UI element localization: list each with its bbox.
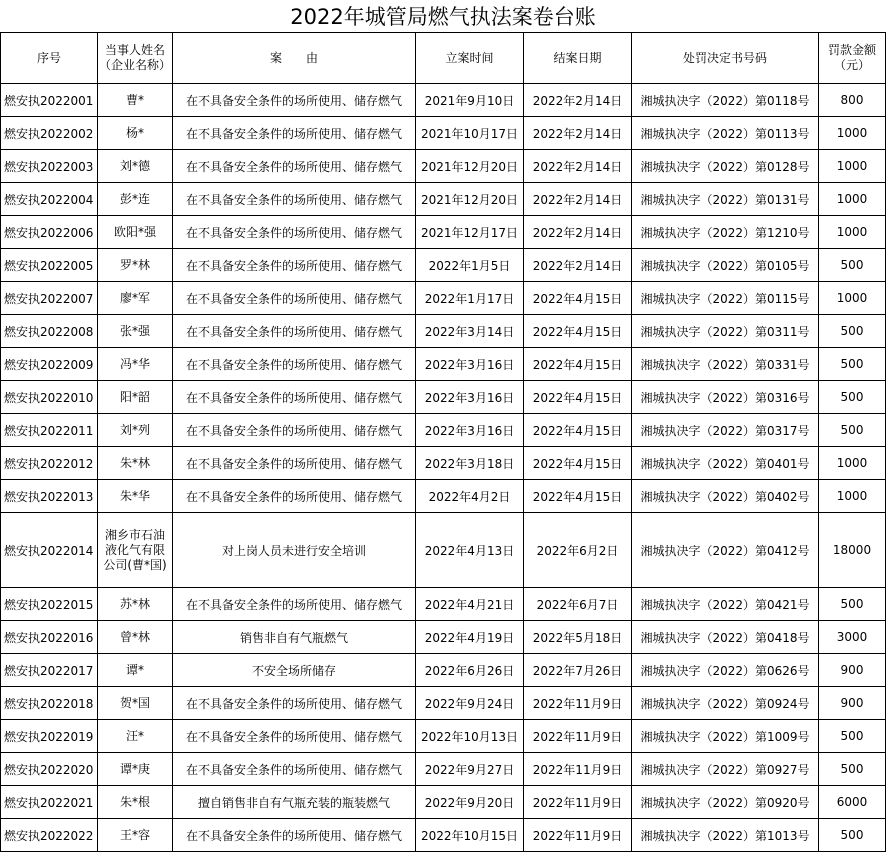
cell-decision-no: 湘城执决字（2022）第0401号 <box>632 447 819 480</box>
page-title: 2022年城管局燃气执法案卷台账 <box>290 5 596 29</box>
cell-fine: 900 <box>819 687 886 720</box>
cell-fine: 1000 <box>819 117 886 150</box>
table-row <box>1 348 886 381</box>
cell-reason: 在不具备安全条件的场所使用、储存燃气 <box>173 480 416 513</box>
cell-seq: 燃安执2022019 <box>1 720 98 753</box>
case-ledger-table <box>0 32 886 852</box>
cell-party: 曾*林 <box>98 621 173 654</box>
cell-fine: 500 <box>819 720 886 753</box>
cell-fine: 1000 <box>819 150 886 183</box>
cell-decision-no: 湘城执决字（2022）第1210号 <box>632 216 819 249</box>
cell-fine: 500 <box>819 348 886 381</box>
table-row <box>1 183 886 216</box>
cell-fine: 500 <box>819 819 886 852</box>
cell-decision-no: 湘城执决字（2022）第0131号 <box>632 183 819 216</box>
cell-decision-no: 湘城执决字（2022）第0412号 <box>632 513 819 588</box>
cell-party: 王*容 <box>98 819 173 852</box>
table-row <box>1 84 886 117</box>
cell-seq: 燃安执2022015 <box>1 588 98 621</box>
header-file-date: 立案时间 <box>416 33 524 84</box>
cell-file-date: 2021年12月20日 <box>416 183 524 216</box>
cell-file-date: 2021年12月20日 <box>416 150 524 183</box>
cell-reason: 在不具备安全条件的场所使用、储存燃气 <box>173 588 416 621</box>
cell-seq: 燃安执2022012 <box>1 447 98 480</box>
cell-close-date: 2022年4月15日 <box>524 447 632 480</box>
header-party: 当事人姓名（企业名称） <box>98 33 173 84</box>
cell-reason: 在不具备安全条件的场所使用、储存燃气 <box>173 720 416 753</box>
cell-decision-no: 湘城执决字（2022）第1009号 <box>632 720 819 753</box>
cell-close-date: 2022年4月15日 <box>524 282 632 315</box>
cell-close-date: 2022年2月14日 <box>524 183 632 216</box>
cell-close-date: 2022年6月2日 <box>524 513 632 588</box>
table-row <box>1 720 886 753</box>
cell-party: 阳*韶 <box>98 381 173 414</box>
cell-file-date: 2022年4月2日 <box>416 480 524 513</box>
header-reason: 案 由 <box>173 33 416 84</box>
cell-decision-no: 湘城执决字（2022）第1013号 <box>632 819 819 852</box>
cell-party: 贺*国 <box>98 687 173 720</box>
cell-party: 张*强 <box>98 315 173 348</box>
cell-decision-no: 湘城执决字（2022）第0927号 <box>632 753 819 786</box>
cell-party: 冯*华 <box>98 348 173 381</box>
cell-fine: 500 <box>819 588 886 621</box>
cell-file-date: 2022年3月16日 <box>416 414 524 447</box>
cell-decision-no: 湘城执决字（2022）第0317号 <box>632 414 819 447</box>
cell-fine: 1000 <box>819 282 886 315</box>
cell-decision-no: 湘城执决字（2022）第0128号 <box>632 150 819 183</box>
cell-reason: 在不具备安全条件的场所使用、储存燃气 <box>173 183 416 216</box>
cell-file-date: 2021年10月17日 <box>416 117 524 150</box>
cell-seq: 燃安执2022021 <box>1 786 98 819</box>
cell-reason: 擅自销售非自有气瓶充装的瓶装燃气 <box>173 786 416 819</box>
table-row <box>1 480 886 513</box>
cell-decision-no: 湘城执决字（2022）第0626号 <box>632 654 819 687</box>
cell-close-date: 2022年4月15日 <box>524 315 632 348</box>
cell-file-date: 2022年1月17日 <box>416 282 524 315</box>
table-row <box>1 447 886 480</box>
cell-reason: 在不具备安全条件的场所使用、储存燃气 <box>173 819 416 852</box>
cell-seq: 燃安执2022010 <box>1 381 98 414</box>
cell-close-date: 2022年2月14日 <box>524 216 632 249</box>
cell-file-date: 2022年3月14日 <box>416 315 524 348</box>
cell-seq: 燃安执2022014 <box>1 513 98 588</box>
cell-seq: 燃安执2022016 <box>1 621 98 654</box>
cell-seq: 燃安执2022007 <box>1 282 98 315</box>
cell-decision-no: 湘城执决字（2022）第0331号 <box>632 348 819 381</box>
cell-decision-no: 湘城执决字（2022）第0311号 <box>632 315 819 348</box>
cell-fine: 6000 <box>819 786 886 819</box>
cell-party: 谭* <box>98 654 173 687</box>
cell-decision-no: 湘城执决字（2022）第0118号 <box>632 84 819 117</box>
cell-file-date: 2022年1月5日 <box>416 249 524 282</box>
cell-reason: 在不具备安全条件的场所使用、储存燃气 <box>173 150 416 183</box>
cell-party: 汪* <box>98 720 173 753</box>
cell-seq: 燃安执2022013 <box>1 480 98 513</box>
cell-seq: 燃安执2022017 <box>1 654 98 687</box>
cell-reason: 在不具备安全条件的场所使用、储存燃气 <box>173 216 416 249</box>
header-fine: 罚款金额（元） <box>819 33 886 84</box>
cell-seq: 燃安执2022020 <box>1 753 98 786</box>
table-row <box>1 315 886 348</box>
cell-party: 湘乡市石油液化气有限公司(曹*国) <box>98 513 173 588</box>
cell-decision-no: 湘城执决字（2022）第0105号 <box>632 249 819 282</box>
cell-seq: 燃安执2022009 <box>1 348 98 381</box>
table-header-row <box>1 33 886 84</box>
cell-party: 谭*庚 <box>98 753 173 786</box>
cell-file-date: 2022年9月27日 <box>416 753 524 786</box>
cell-seq: 燃安执2022022 <box>1 819 98 852</box>
table-row <box>1 117 886 150</box>
cell-file-date: 2022年9月20日 <box>416 786 524 819</box>
cell-seq: 燃安执2022006 <box>1 216 98 249</box>
cell-decision-no: 湘城执决字（2022）第0115号 <box>632 282 819 315</box>
cell-party: 苏*林 <box>98 588 173 621</box>
cell-close-date: 2022年7月26日 <box>524 654 632 687</box>
cell-fine: 500 <box>819 315 886 348</box>
cell-reason: 在不具备安全条件的场所使用、储存燃气 <box>173 249 416 282</box>
cell-file-date: 2021年12月17日 <box>416 216 524 249</box>
cell-fine: 500 <box>819 414 886 447</box>
cell-file-date: 2022年3月18日 <box>416 447 524 480</box>
cell-party: 罗*林 <box>98 249 173 282</box>
cell-seq: 燃安执2022008 <box>1 315 98 348</box>
cell-fine: 1000 <box>819 447 886 480</box>
cell-file-date: 2022年4月19日 <box>416 621 524 654</box>
cell-fine: 800 <box>819 84 886 117</box>
cell-reason: 在不具备安全条件的场所使用、储存燃气 <box>173 753 416 786</box>
cell-seq: 燃安执2022011 <box>1 414 98 447</box>
cell-seq: 燃安执2022018 <box>1 687 98 720</box>
cell-reason: 对上岗人员未进行安全培训 <box>173 513 416 588</box>
cell-close-date: 2022年6月7日 <box>524 588 632 621</box>
table-row <box>1 381 886 414</box>
table-row <box>1 282 886 315</box>
cell-decision-no: 湘城执决字（2022）第0402号 <box>632 480 819 513</box>
cell-reason: 在不具备安全条件的场所使用、储存燃气 <box>173 117 416 150</box>
cell-file-date: 2021年9月10日 <box>416 84 524 117</box>
cell-reason: 在不具备安全条件的场所使用、储存燃气 <box>173 84 416 117</box>
cell-close-date: 2022年4月15日 <box>524 414 632 447</box>
cell-fine: 3000 <box>819 621 886 654</box>
cell-party: 朱*华 <box>98 480 173 513</box>
cell-reason: 销售非自有气瓶燃气 <box>173 621 416 654</box>
cell-reason: 在不具备安全条件的场所使用、储存燃气 <box>173 447 416 480</box>
cell-reason: 在不具备安全条件的场所使用、储存燃气 <box>173 381 416 414</box>
cell-file-date: 2022年4月21日 <box>416 588 524 621</box>
cell-close-date: 2022年11月9日 <box>524 687 632 720</box>
table-row <box>1 819 886 852</box>
cell-party: 彭*连 <box>98 183 173 216</box>
cell-fine: 1000 <box>819 480 886 513</box>
cell-fine: 500 <box>819 249 886 282</box>
cell-seq: 燃安执2022005 <box>1 249 98 282</box>
cell-file-date: 2022年3月16日 <box>416 381 524 414</box>
cell-party: 刘*列 <box>98 414 173 447</box>
cell-fine: 1000 <box>819 216 886 249</box>
cell-close-date: 2022年2月14日 <box>524 249 632 282</box>
cell-close-date: 2022年11月9日 <box>524 753 632 786</box>
cell-party: 朱*根 <box>98 786 173 819</box>
cell-reason: 在不具备安全条件的场所使用、储存燃气 <box>173 315 416 348</box>
table-row <box>1 216 886 249</box>
table-row <box>1 588 886 621</box>
table-row <box>1 249 886 282</box>
cell-decision-no: 湘城执决字（2022）第0920号 <box>632 786 819 819</box>
cell-file-date: 2022年9月24日 <box>416 687 524 720</box>
cell-seq: 燃安执2022003 <box>1 150 98 183</box>
cell-reason: 在不具备安全条件的场所使用、储存燃气 <box>173 687 416 720</box>
table-row <box>1 786 886 819</box>
cell-fine: 1000 <box>819 183 886 216</box>
cell-decision-no: 湘城执决字（2022）第0316号 <box>632 381 819 414</box>
cell-file-date: 2022年6月26日 <box>416 654 524 687</box>
cell-file-date: 2022年4月13日 <box>416 513 524 588</box>
header-seq: 序号 <box>1 33 98 84</box>
cell-file-date: 2022年3月16日 <box>416 348 524 381</box>
cell-close-date: 2022年11月9日 <box>524 819 632 852</box>
cell-close-date: 2022年2月14日 <box>524 117 632 150</box>
table-row <box>1 414 886 447</box>
cell-close-date: 2022年4月15日 <box>524 480 632 513</box>
cell-decision-no: 湘城执决字（2022）第0418号 <box>632 621 819 654</box>
cell-decision-no: 湘城执决字（2022）第0924号 <box>632 687 819 720</box>
cell-party: 杨* <box>98 117 173 150</box>
cell-decision-no: 湘城执决字（2022）第0421号 <box>632 588 819 621</box>
cell-seq: 燃安执2022004 <box>1 183 98 216</box>
table-row <box>1 654 886 687</box>
cell-file-date: 2022年10月15日 <box>416 819 524 852</box>
table-row <box>1 621 886 654</box>
cell-fine: 900 <box>819 654 886 687</box>
table-row <box>1 513 886 588</box>
cell-reason: 在不具备安全条件的场所使用、储存燃气 <box>173 282 416 315</box>
cell-fine: 500 <box>819 381 886 414</box>
cell-close-date: 2022年4月15日 <box>524 381 632 414</box>
header-decision-no: 处罚决定书号码 <box>632 33 819 84</box>
cell-reason: 不安全场所储存 <box>173 654 416 687</box>
cell-party: 朱*林 <box>98 447 173 480</box>
cell-seq: 燃安执2022001 <box>1 84 98 117</box>
cell-close-date: 2022年4月15日 <box>524 348 632 381</box>
cell-close-date: 2022年11月9日 <box>524 786 632 819</box>
cell-fine: 18000 <box>819 513 886 588</box>
table-row <box>1 687 886 720</box>
table-row <box>1 150 886 183</box>
cell-decision-no: 湘城执决字（2022）第0113号 <box>632 117 819 150</box>
cell-party: 刘*德 <box>98 150 173 183</box>
cell-close-date: 2022年2月14日 <box>524 150 632 183</box>
cell-seq: 燃安执2022002 <box>1 117 98 150</box>
cell-party: 曹* <box>98 84 173 117</box>
cell-reason: 在不具备安全条件的场所使用、储存燃气 <box>173 414 416 447</box>
cell-file-date: 2022年10月13日 <box>416 720 524 753</box>
table-row <box>1 753 886 786</box>
header-close-date: 结案日期 <box>524 33 632 84</box>
cell-reason: 在不具备安全条件的场所使用、储存燃气 <box>173 348 416 381</box>
cell-party: 廖*军 <box>98 282 173 315</box>
cell-fine: 500 <box>819 753 886 786</box>
cell-close-date: 2022年2月14日 <box>524 84 632 117</box>
cell-close-date: 2022年5月18日 <box>524 621 632 654</box>
cell-close-date: 2022年11月9日 <box>524 720 632 753</box>
cell-party: 欧阳*强 <box>98 216 173 249</box>
